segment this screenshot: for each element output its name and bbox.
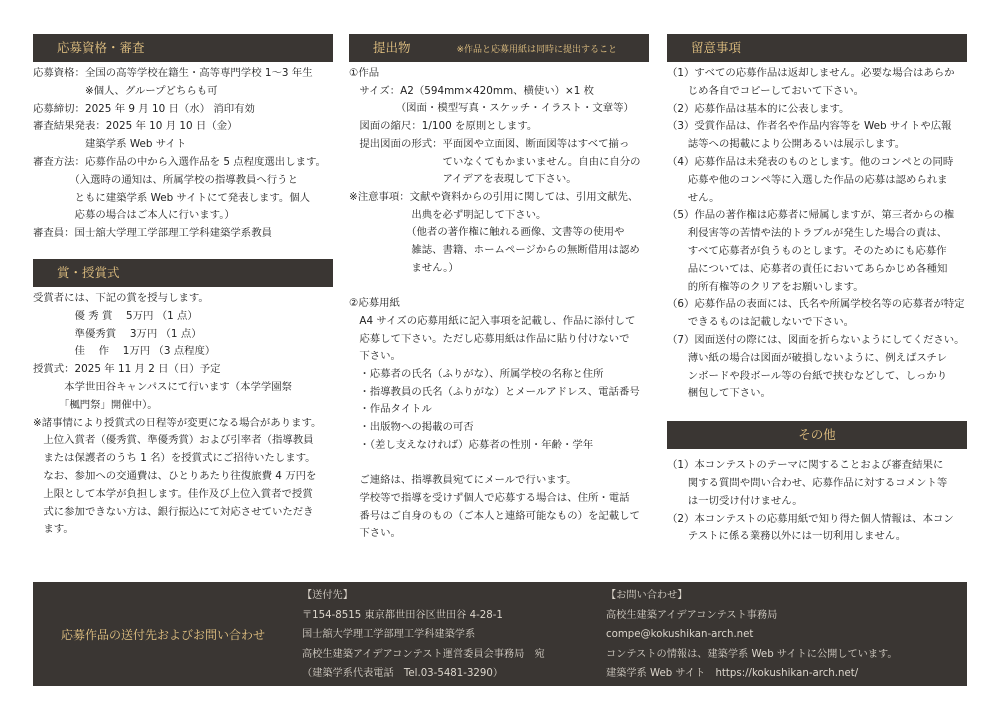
text-line: 関する質問や問い合わせ、応募作品に対するコメント等	[667, 476, 948, 489]
eligibility-header	[33, 34, 333, 62]
awards-body	[33, 290, 333, 539]
notes-body	[667, 65, 967, 403]
text-line: 応募や他のコンペ等に入選した作品の応募は認められま	[667, 173, 948, 186]
text-line: ていなくてもかまいません。自由に自分の	[349, 155, 641, 168]
submission-title: 提出物	[373, 40, 411, 55]
text-line: できるものは記載しないで下さい。	[667, 316, 855, 329]
text-line: ません。）	[349, 261, 459, 274]
blank-line	[349, 277, 649, 295]
text-line: なお、参加への交通費は、ひとりあたり往復旅費 4 万円を	[33, 469, 317, 482]
text-line: （図面・模型写真・スケッチ・イラスト・文章等）	[349, 102, 634, 115]
text-line: （1）本コンテストのテーマに関することおよび審査結果に	[667, 459, 944, 472]
text-line: 図面の縮尺：1/100 を原則とします。	[349, 120, 538, 133]
text-line: （1）すべての応募作品は返却しません。必要な場合はあらか	[667, 67, 955, 79]
text-line: ②応募用紙	[349, 297, 400, 310]
text-line: 応募の場合はご本人に行います。）	[33, 209, 235, 222]
text-line: じめ各自でコピーしておいて下さい。	[667, 84, 865, 97]
text-line: 利侵害等の苦情や法的トラブルが発生した場合の責は、	[667, 227, 948, 240]
submission-body	[349, 65, 649, 543]
text-line: 受賞者には、下記の賞を授与します。	[33, 291, 209, 304]
text-line: せん。	[667, 191, 720, 204]
column-middle	[349, 34, 649, 543]
text-line: 式に参加できない方は、銀行振込にて対応させていただき	[33, 505, 314, 518]
submission-note: ※作品と応募用紙は同時に提出すること	[456, 45, 618, 55]
text-line: A4 サイズの応募用紙に記入事項を記載し、作品に添付して	[349, 314, 636, 327]
other-body	[667, 457, 967, 546]
text-line: 学校等で指導を受けず個人で応募する場合は、住所・電話	[349, 491, 630, 504]
text-line: （2）応募作品は基本的に公表します。	[667, 102, 850, 115]
eligibility-title: 応募資格・審査	[57, 40, 145, 55]
text-line: は一切受け付けません。	[667, 494, 803, 507]
text-line: 審査員：国士舘大学理工学部理工学科建築学系教員	[33, 227, 272, 240]
text-line: すべて応募者が負うものとします。そのためにも応募作	[667, 244, 947, 257]
text-line: 審査結果発表：2025 年 10 月 10 日（金）	[33, 120, 238, 133]
text-line: 番号はご自身のもの（ご本人と連絡可能なもの）を記載して	[349, 509, 640, 522]
text-line: または保護者のうち 1 名）を授賞式にご招待いたします。	[33, 452, 316, 465]
text-line: 下さい。	[349, 527, 401, 540]
text-line: ※個人、グループどちらも可	[33, 84, 218, 97]
text-line: 提出図面の形式：平面図や立面図、断面図等はすべて揃っ	[349, 137, 630, 150]
text-line: 誌等への掲載により公開あるいは展示します。	[667, 138, 906, 151]
footer-address	[302, 586, 602, 684]
text-line: ・応募者の氏名（ふりがな）、所属学校の名称と住所	[349, 367, 604, 380]
notes-header	[667, 34, 967, 62]
text-line: ①作品	[349, 67, 380, 79]
awards-title: 賞・授賞式	[57, 264, 120, 280]
submission-header	[349, 34, 649, 62]
other-title: その他	[798, 427, 836, 443]
address-line: 高校生建築アイデアコンテスト運営委員会事務局 宛	[302, 648, 545, 660]
text-line: 「楓門祭」開催中）。	[33, 398, 158, 411]
eligibility-body	[33, 65, 333, 243]
text-line: （2）本コンテストの応募用紙で知り得た個人情報は、本コン	[667, 512, 954, 525]
text-line: （入選時の通知は、所属学校の指導教員へ行うと	[33, 173, 298, 186]
contact-website[interactable]: 建築学系 Web サイト https://kokushikan-arch.net/	[606, 668, 859, 680]
contact-heading: 【お問い合わせ】	[606, 590, 688, 601]
text-line: （他者の著作権に触れる画像、文書等の使用や	[349, 226, 625, 239]
footer-title: 応募作品の送付先およびお問い合わせ	[61, 628, 266, 642]
address-phone: （建築学系代表電話 Tel.03-5481-3290）	[302, 668, 504, 680]
text-line: 上位入賞者（優秀賞、準優秀賞）および引率者（指導教員	[33, 434, 314, 447]
contact-office: 高校生建築アイデアコンテスト事務局	[606, 609, 778, 621]
column-right	[667, 34, 967, 546]
text-line: 応募して下さい。ただし応募用紙は作品に貼り付けないで	[349, 332, 630, 345]
text-line: ※注意事項：文献や資料からの引用に関しては、引用文献先、	[349, 190, 639, 203]
other-header	[667, 421, 967, 449]
text-line: （6）応募作品の表面には、氏名や所属学校名等の応募者が特定	[667, 298, 965, 311]
text-line: 下さい。	[349, 350, 401, 363]
text-line: 梱包して下さい。	[667, 387, 771, 400]
footer-contact-band	[33, 582, 967, 686]
address-line: 〒154-8515 東京都世田谷区世田谷 4-28-1	[302, 609, 503, 621]
text-line: （3）受賞作品は、作者名や作品内容等を Web サイトや広報	[667, 120, 952, 133]
text-line: 優 秀 賞 5万円 （1 点）	[33, 309, 198, 322]
text-line: ともに建築学系 Web サイトにて発表します。個人	[33, 191, 311, 204]
text-line: ・作品タイトル	[349, 403, 432, 416]
text-line: （7）図面送付の際には、図面を折らないようにしてください。	[667, 333, 965, 346]
text-line: テストに係る業務以外には一切利用しません。	[667, 530, 907, 543]
text-line: （5）作品の著作権は応募者に帰属しますが、第三者からの権	[667, 209, 955, 222]
text-line: 薄い紙の場合は図面が破損しないように、例えばスチレ	[667, 351, 948, 364]
address-line: 国士舘大学理工学部理工学科建築学系	[302, 629, 476, 641]
contact-email[interactable]: compe@kokushikan-arch.net	[606, 629, 754, 641]
awards-header	[33, 259, 333, 287]
text-line: ※諸事情により授賞式の日程等が変更になる場合があります。	[33, 416, 322, 429]
text-line: アイデアを表現して下さい。	[349, 173, 577, 186]
text-line: 的所有権等のクリアをお願いします。	[667, 280, 864, 293]
contact-info: コンテストの情報は、建築学系 Web サイトに公開しています。	[606, 648, 898, 660]
text-line: 準優秀賞 3万円 （1 点）	[33, 327, 202, 340]
notes-title: 留意事項	[691, 40, 742, 55]
footer-contact	[606, 586, 966, 684]
text-line: 応募資格：全国の高等学校在籍生・高等専門学校 1～3 年生	[33, 67, 313, 79]
text-line: （4）応募作品は未発表のものとします。他のコンペとの同時	[667, 155, 954, 168]
text-line: 品については、応募者の責任においてあらかじめ各種知	[667, 262, 948, 275]
text-line: 本学世田谷キャンパスにて行います（本学学園祭	[33, 380, 293, 393]
blank-line	[349, 454, 649, 472]
text-line: 授賞式：2025 年 11 月 2 日（日）予定	[33, 363, 221, 376]
text-line: 佳 作 1万円 （3 点程度）	[33, 345, 216, 358]
column-left	[33, 34, 333, 539]
address-heading: 【送付先】	[302, 590, 353, 601]
text-line: ンボードや段ボール等の台紙で挟むなどして、しっかり	[667, 369, 948, 382]
text-line: 建築学系 Web サイト	[33, 138, 187, 151]
text-line: 出典を必ず明記して下さい。	[349, 208, 547, 221]
text-line: ・指導教員の氏名（ふりがな）とメールアドレス、電話番号	[349, 385, 640, 398]
text-line: サイズ：A2（594mm×420mm、横使い）×1 枚	[349, 84, 595, 97]
text-line: 上限として本学が負担します。佳作及び上位入賞者で授賞	[33, 487, 313, 500]
text-line: 審査方法：応募作品の中から入選作品を 5 点程度選出します。	[33, 155, 326, 168]
text-line: 応募締切：2025 年 9 月 10 日（水） 消印有効	[33, 102, 255, 115]
text-line: ・（差し支えなければ）応募者の性別・年齢・学年	[349, 438, 594, 451]
text-line: ます。	[33, 523, 74, 536]
text-line: ・出版物への掲載の可否	[349, 421, 474, 434]
text-line: 雑誌、書籍、ホームページからの無断借用は認め	[349, 244, 640, 257]
text-line: ご連絡は、指導教員宛てにメールで行います。	[349, 474, 577, 487]
